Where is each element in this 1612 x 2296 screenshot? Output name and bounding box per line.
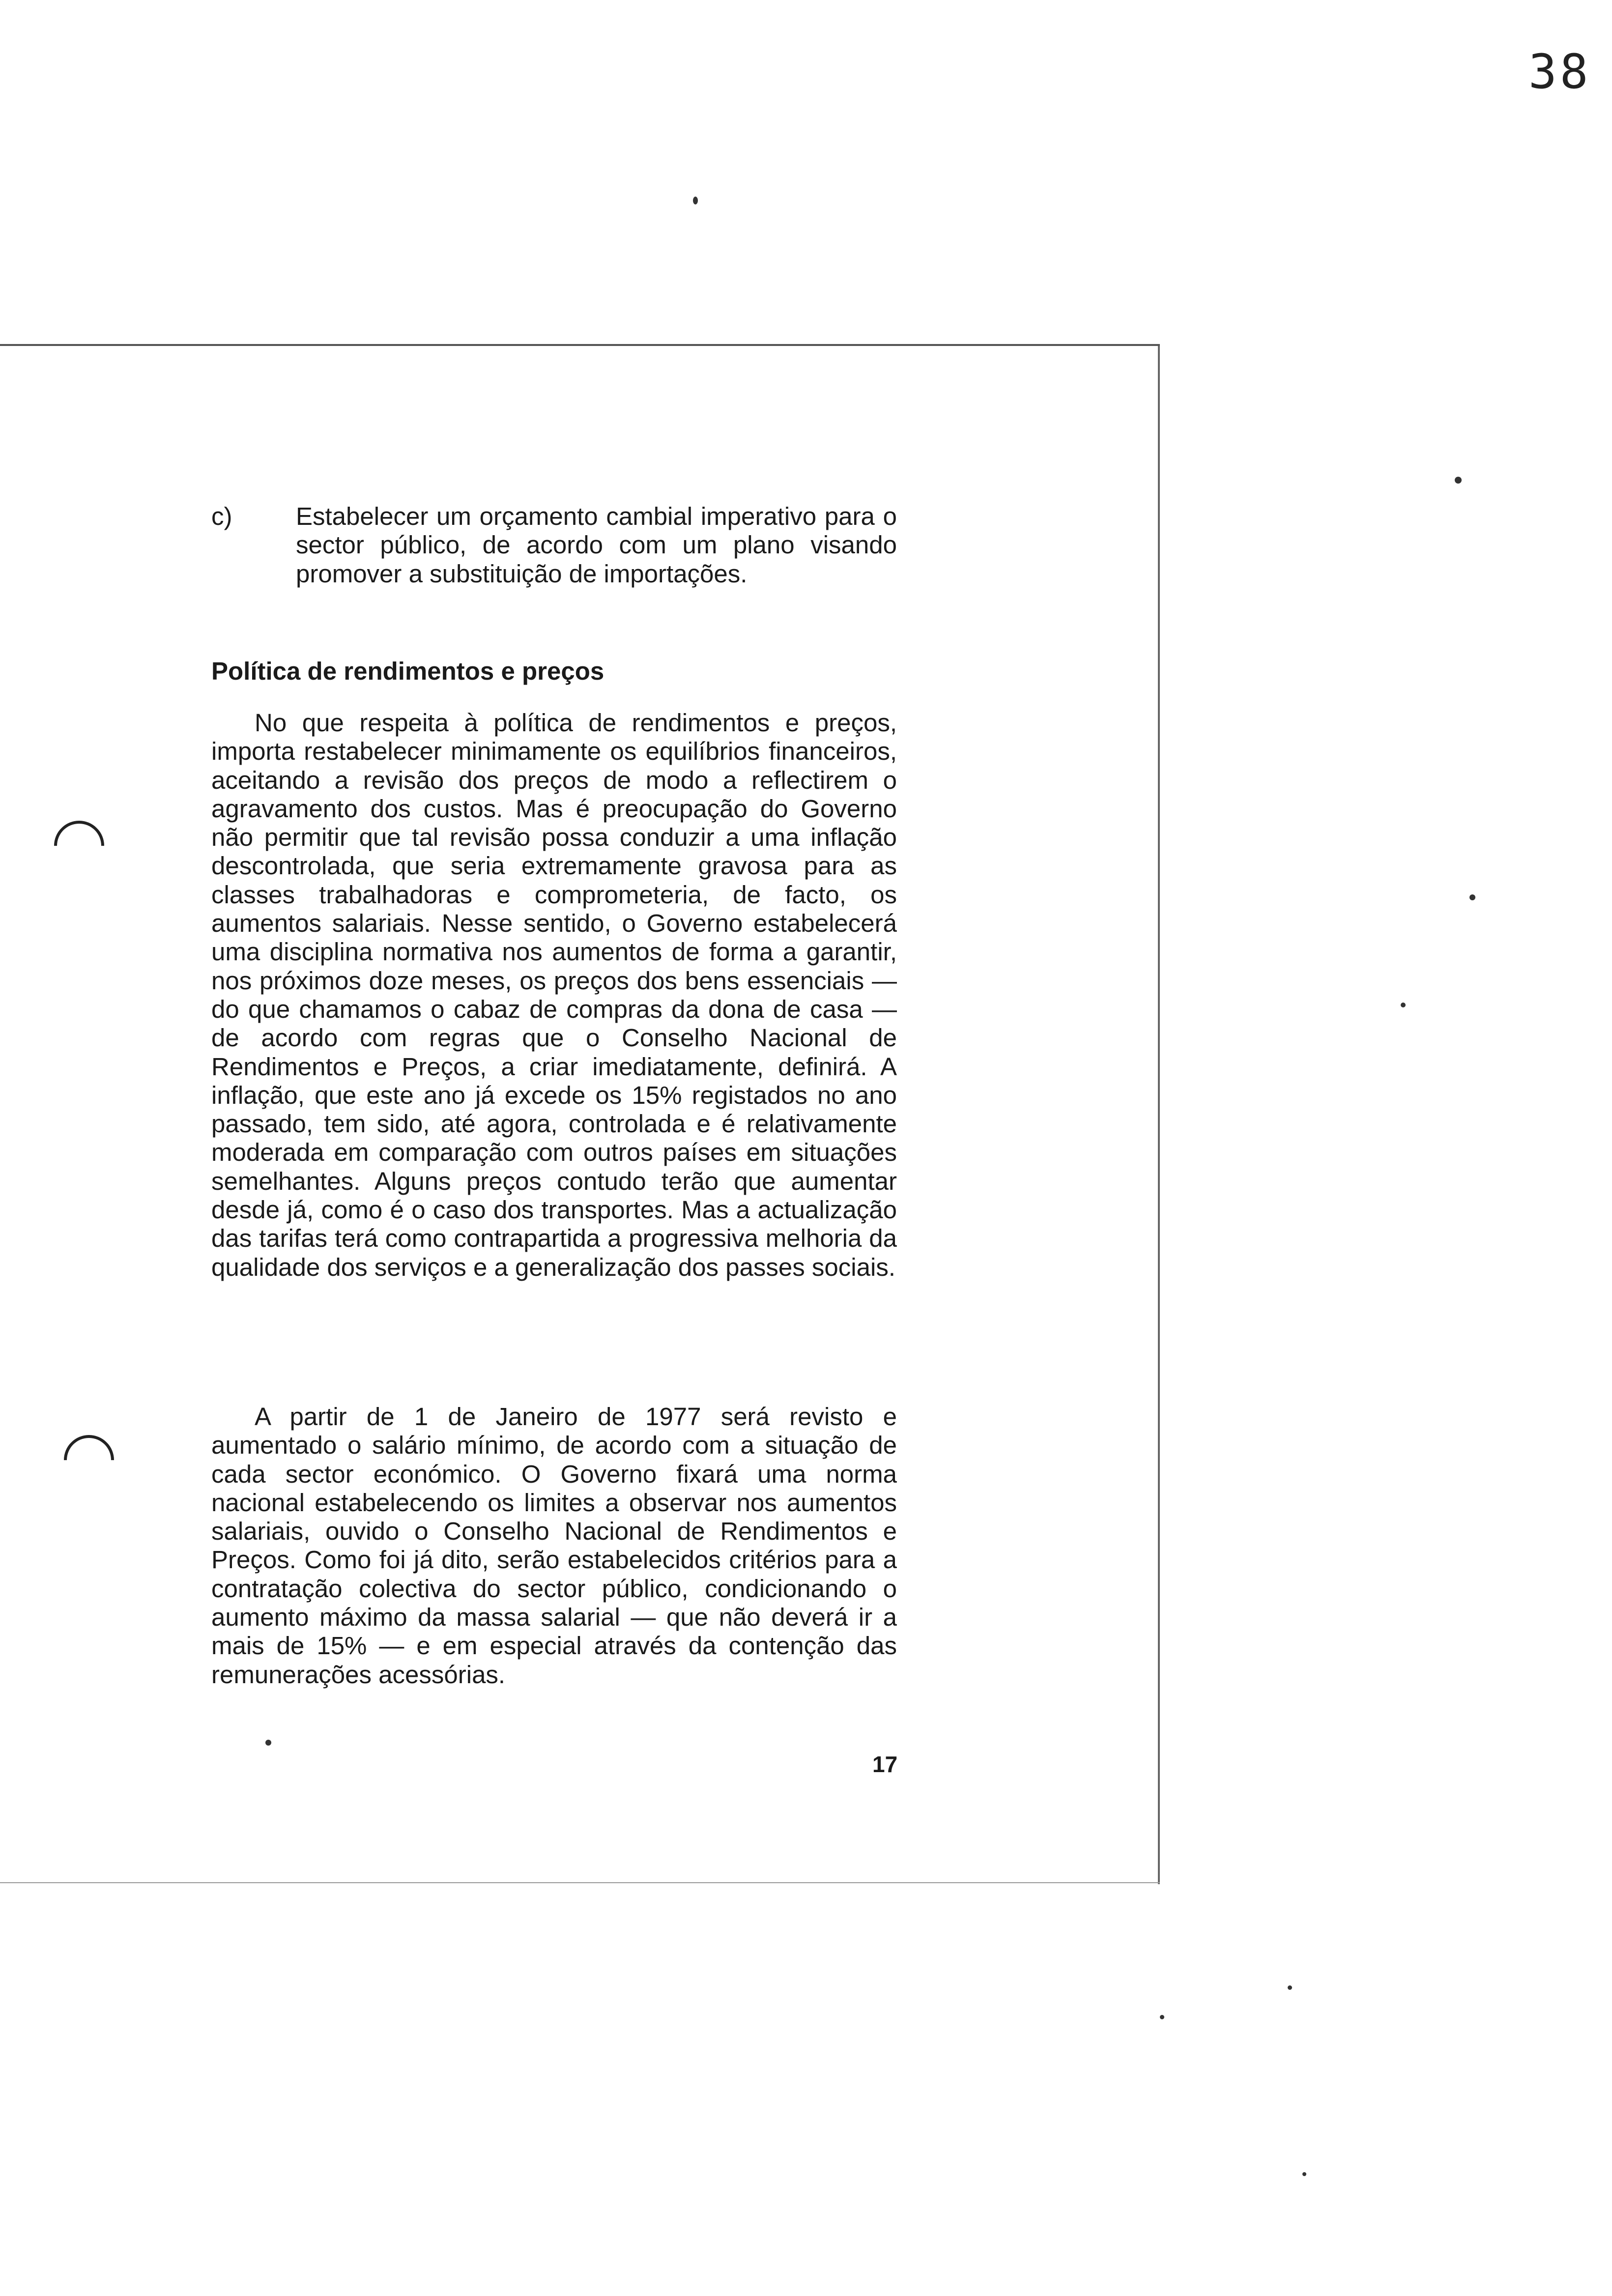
scan-speck [265,1740,271,1746]
scan-speck [1401,1003,1406,1007]
punch-hole-mark [54,1425,124,1495]
scan-frame-right-edge [1158,346,1160,1884]
scan-speck [1469,894,1475,900]
scan-speck [1288,1985,1292,1990]
scan-speck [1302,2172,1306,2176]
section-heading: Política de rendimentos e preços [211,657,604,685]
scan-frame-bottom-edge [0,1882,1160,1883]
scan-speck [1455,477,1462,484]
scan-frame-top-edge [0,344,1160,346]
page-number: 17 [872,1751,898,1777]
list-item-text: Estabelecer um orçamento cambial imperativo para o sector público, de acordo com um plano visando promover a substituição de importações. [296,502,897,588]
scan-speck [1160,2015,1164,2019]
scan-speck [693,197,698,204]
archive-number: 38 [1528,44,1591,99]
body-paragraph: A partir de 1 de Janeiro de 1977 será revisto e aumentado o salário mínimo, de acordo com a situação de cada sector económico. O Governo fixará uma norma nacional estabelecendo os limites a observar nos aumentos salariais, ouvido o Conselho Nacional de Rendimentos e Preços. Como foi já dito, serão estabelecidos critérios para a contratação colectiva do sector público, condicionando o aumento máximo da massa salarial — que não deverá ir a mais de 15% — e em especial através da contenção das remunerações acessórias. [211,1403,897,1689]
list-item-c [211,502,897,588]
punch-hole-mark [44,810,115,881]
body-paragraph: No que respeita à política de rendimentos e preços, importa restabelecer minimamente os equilíbrios financeiros, aceitando a revisão dos preços de modo a reflectirem o agravamento dos custos. Mas é preocupação do Governo não permitir que tal revisão possa conduzir a uma inflação descontrolada, que seria extremamente gravosa para as classes trabalhadoras e comprometeria, de facto, os aumentos salariais. Nesse sentido, o Governo estabelecerá uma disciplina normativa nos aumentos de forma a garantir, nos próximos doze meses, os preços dos bens essenciais — do que chamamos o cabaz de compras da dona de casa — de acordo com regras que o Conselho Nacional de Rendimentos e Preços, a criar imediatamente, definirá. A inflação, que este ano já excede os 15% registados no ano passado, tem sido, até agora, controlada e é relativamente moderada em comparação com outros países em situações semelhantes. Alguns preços contudo terão que aumentar desde já, como é o caso dos transportes. Mas a actualização das tarifas terá como contrapartida a progressiva melhoria da qualidade dos serviços e a generalização dos passes sociais. [211,709,897,1281]
list-marker: c) [211,502,232,530]
